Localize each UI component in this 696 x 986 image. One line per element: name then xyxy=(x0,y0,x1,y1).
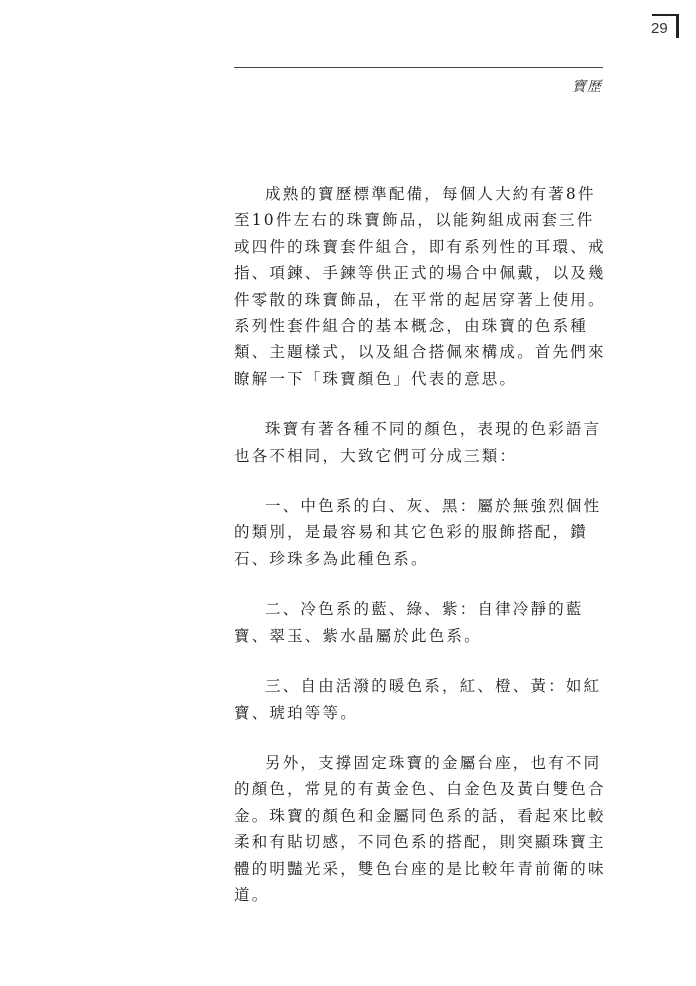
header-rule xyxy=(234,67,603,68)
paragraph: 珠寶有著各種不同的顏色，表現的色彩語言也各不相同，大致它們可分成三類： xyxy=(234,420,602,465)
body-text xyxy=(234,181,606,932)
page-number: 29 xyxy=(651,20,668,37)
paragraph: 另外，支撐固定珠寶的金屬台座，也有不同的顏色，常見的有黃金色、白金色及黃白雙色合金。珠寶的顏色和金屬同色系的話，看起來比較柔和有貼切感，不同色系的搭配，則突顯珠寶主體的明豔光采，雙色台座的是比較年青前衛的味道。 xyxy=(234,753,606,904)
paragraph: 二、冷色系的藍、綠、紫：自律冷靜的藍寶、翠玉、紫水晶屬於此色系。 xyxy=(234,600,584,645)
paragraph: 三、自由活潑的暖色系，紅、橙、黃：如紅寶、琥珀等等。 xyxy=(234,677,602,722)
paragraph: 成熟的寶歷標準配備，每個人大約有著8件至10件左右的珠寶飾品，以能夠組成兩套三件或四件的珠寶套件組合，即有系列性的耳環、戒指、項鍊、手鍊等供正式的場合中佩戴，以及幾件零散的珠寶飾品，在平常的起居穿著上使用。系列性套件組合的基本概念，由珠寶的色系種類、主題樣式，以及組合搭佩來構成。首先們來瞭解一下「珠寶顏色」代表的意思。 xyxy=(234,185,606,388)
paragraph: 一、中色系的白、灰、黑：屬於無強烈個性的類別，是最容易和其它色彩的服飾搭配，鑽石、珍珠多為此種色系。 xyxy=(234,497,602,568)
running-head: 寶歷 xyxy=(572,79,602,95)
corner-mark-horizontal xyxy=(652,14,679,16)
corner-mark-vertical xyxy=(676,14,679,38)
